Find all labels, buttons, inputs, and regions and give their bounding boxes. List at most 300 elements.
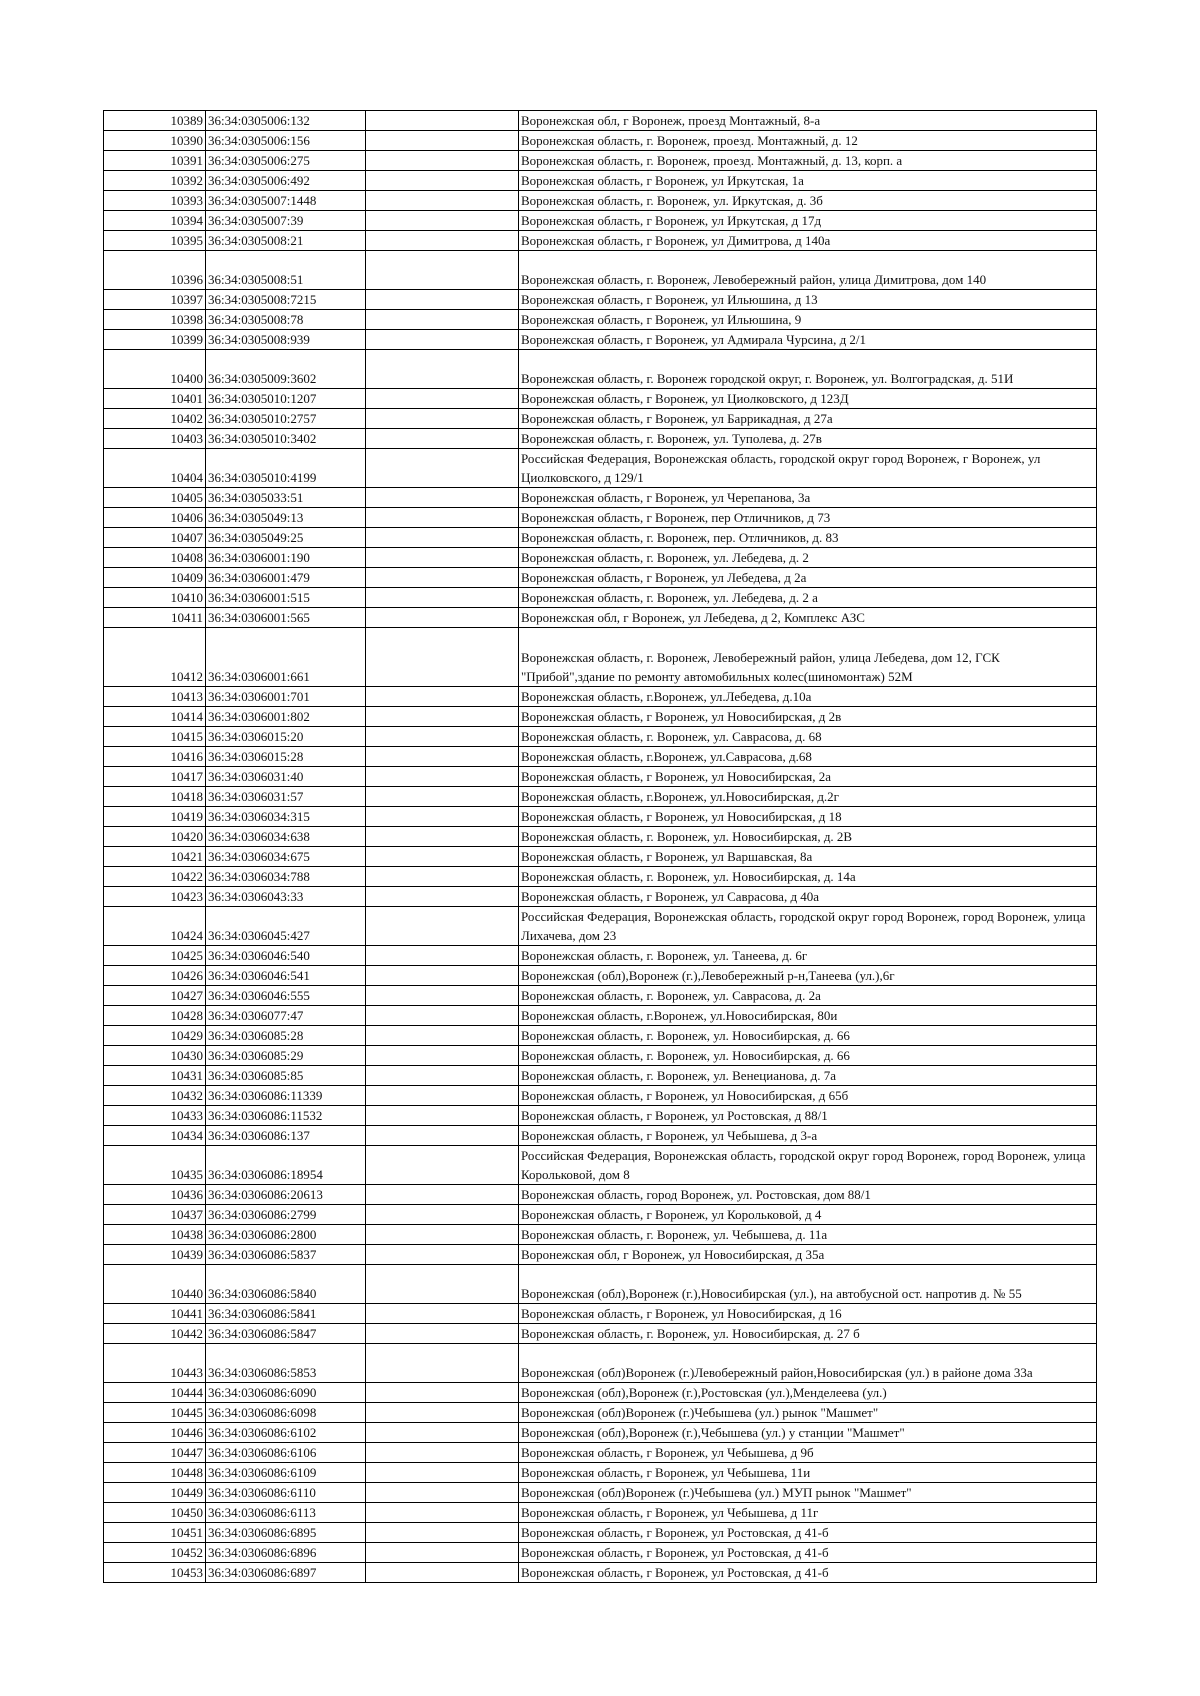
address-cell: Воронежская область, г. Воронеж, Левобережный район, улица Димитрова, дом 140 (519, 251, 1097, 290)
address-cell: Воронежская обл, г Воронеж, ул Лебедева, д 2, Комплекс АЗС (519, 608, 1097, 628)
address-cell: Воронежская область, г. Воронеж, ул. Венецианова, д. 7а (519, 1066, 1097, 1086)
address-cell: Воронежская область, г. Воронеж, ул. Новосибирская, д. 66 (519, 1046, 1097, 1066)
row-number-cell: 10417 (104, 767, 206, 787)
row-number-cell: 10414 (104, 707, 206, 727)
cadastral-number-cell: 36:34:0306086:6109 (206, 1463, 366, 1483)
table-row (104, 488, 1097, 508)
row-number-cell: 10423 (104, 887, 206, 907)
address-cell: Воронежская область, г. Воронеж, ул. Саврасова, д. 68 (519, 727, 1097, 747)
empty-cell (366, 1543, 519, 1563)
table-row (104, 827, 1097, 847)
table-row (104, 807, 1097, 827)
row-number-cell: 10394 (104, 211, 206, 231)
address-cell: Воронежская (обл),Воронеж (г.),Левобережный р-н,Танеева (ул.),6г (519, 966, 1097, 986)
address-cell: Воронежская область, г. Воронеж, ул. Новосибирская, д. 66 (519, 1026, 1097, 1046)
cadastral-number-cell: 36:34:0306034:788 (206, 867, 366, 887)
row-number-cell: 10438 (104, 1225, 206, 1245)
cadastral-number-cell: 36:34:0306046:540 (206, 946, 366, 966)
table-row (104, 111, 1097, 131)
empty-cell (366, 1006, 519, 1026)
empty-cell (366, 1324, 519, 1344)
empty-cell (366, 290, 519, 310)
row-number-cell: 10448 (104, 1463, 206, 1483)
empty-cell (366, 409, 519, 429)
empty-cell (366, 1126, 519, 1146)
table-row (104, 508, 1097, 528)
empty-cell (366, 966, 519, 986)
table-row (104, 1483, 1097, 1503)
address-cell: Воронежская область, г Воронеж, ул Ростовская, д 88/1 (519, 1106, 1097, 1126)
empty-cell (366, 251, 519, 290)
cadastral-number-cell: 36:34:0305049:25 (206, 528, 366, 548)
cadastral-number-cell: 36:34:0306046:541 (206, 966, 366, 986)
empty-cell (366, 1463, 519, 1483)
row-number-cell: 10430 (104, 1046, 206, 1066)
table-row (104, 707, 1097, 727)
registry-table (103, 110, 1097, 1583)
cadastral-number-cell: 36:34:0305010:1207 (206, 389, 366, 409)
empty-cell (366, 191, 519, 211)
table-row (104, 946, 1097, 966)
empty-cell (366, 787, 519, 807)
row-number-cell: 10418 (104, 787, 206, 807)
empty-cell (366, 1086, 519, 1106)
cadastral-number-cell: 36:34:0305010:3402 (206, 429, 366, 449)
empty-cell (366, 687, 519, 707)
row-number-cell: 10389 (104, 111, 206, 131)
empty-cell (366, 1046, 519, 1066)
cadastral-number-cell: 36:34:0306001:479 (206, 568, 366, 588)
row-number-cell: 10445 (104, 1403, 206, 1423)
cadastral-number-cell: 36:34:0306001:190 (206, 548, 366, 568)
cadastral-number-cell: 36:34:0306085:29 (206, 1046, 366, 1066)
empty-cell (366, 151, 519, 171)
table-row (104, 787, 1097, 807)
address-cell: Воронежская область, г Воронеж, ул Ильюшина, д 13 (519, 290, 1097, 310)
address-cell: Воронежская область, г. Воронеж, ул. Лебедева, д. 2 а (519, 588, 1097, 608)
address-cell: Воронежская область, г. Воронеж, ул. Туполева, д. 27в (519, 429, 1097, 449)
cadastral-number-cell: 36:34:0306086:6897 (206, 1563, 366, 1583)
address-cell: Воронежская (обл),Воронеж (г.),Новосибирская (ул.), на автобусной ост. напротив д. № 55 (519, 1265, 1097, 1304)
cadastral-number-cell: 36:34:0305049:13 (206, 508, 366, 528)
row-number-cell: 10412 (104, 628, 206, 687)
table-row (104, 1146, 1097, 1185)
cadastral-number-cell: 36:34:0305007:1448 (206, 191, 366, 211)
row-number-cell: 10450 (104, 1503, 206, 1523)
empty-cell (366, 1383, 519, 1403)
empty-cell (366, 1265, 519, 1304)
row-number-cell: 10403 (104, 429, 206, 449)
address-cell: Воронежская область, г. Воронеж, ул. Новосибирская, д. 27 б (519, 1324, 1097, 1344)
row-number-cell: 10405 (104, 488, 206, 508)
cadastral-number-cell: 36:34:0306015:20 (206, 727, 366, 747)
address-cell: Воронежская (обл)Воронеж (г.)Чебышева (ул.) рынок "Машмет" (519, 1403, 1097, 1423)
empty-cell (366, 1026, 519, 1046)
row-number-cell: 10431 (104, 1066, 206, 1086)
row-number-cell: 10419 (104, 807, 206, 827)
row-number-cell: 10408 (104, 548, 206, 568)
cadastral-number-cell: 36:34:0306085:28 (206, 1026, 366, 1046)
empty-cell (366, 449, 519, 488)
empty-cell (366, 1066, 519, 1086)
row-number-cell: 10404 (104, 449, 206, 488)
row-number-cell: 10393 (104, 191, 206, 211)
table-row (104, 1443, 1097, 1463)
empty-cell (366, 767, 519, 787)
row-number-cell: 10400 (104, 350, 206, 389)
row-number-cell: 10425 (104, 946, 206, 966)
table-row (104, 211, 1097, 231)
cadastral-number-cell: 36:34:0305006:275 (206, 151, 366, 171)
registry-table-body (104, 111, 1097, 1583)
row-number-cell: 10392 (104, 171, 206, 191)
empty-cell (366, 588, 519, 608)
row-number-cell: 10453 (104, 1563, 206, 1583)
cadastral-number-cell: 36:34:0305008:78 (206, 310, 366, 330)
address-cell: Воронежская область, г. Воронеж, проезд. Монтажный, д. 12 (519, 131, 1097, 151)
cadastral-number-cell: 36:34:0305008:21 (206, 231, 366, 251)
cadastral-number-cell: 36:34:0306086:2800 (206, 1225, 366, 1245)
address-cell: Воронежская область, г Воронеж, ул Лебедева, д 2а (519, 568, 1097, 588)
empty-cell (366, 867, 519, 887)
table-row (104, 907, 1097, 946)
address-cell: Воронежская область, г Воронеж, ул Ростовская, д 41-б (519, 1543, 1097, 1563)
table-row (104, 231, 1097, 251)
table-row (104, 1126, 1097, 1146)
address-cell: Воронежская обл, г Воронеж, проезд Монтажный, 8-а (519, 111, 1097, 131)
empty-cell (366, 1423, 519, 1443)
address-cell: Воронежская область, г. Воронеж, пер. Отличников, д. 83 (519, 528, 1097, 548)
cadastral-number-cell: 36:34:0306086:20613 (206, 1185, 366, 1205)
address-cell: Воронежская область, г Воронеж, ул Черепанова, 3а (519, 488, 1097, 508)
table-row (104, 171, 1097, 191)
cadastral-number-cell: 36:34:0306034:638 (206, 827, 366, 847)
cadastral-number-cell: 36:34:0305006:492 (206, 171, 366, 191)
cadastral-number-cell: 36:34:0305033:51 (206, 488, 366, 508)
row-number-cell: 10451 (104, 1523, 206, 1543)
address-cell: Воронежская область, г Воронеж, ул Чебышева, д 3-а (519, 1126, 1097, 1146)
table-row (104, 1563, 1097, 1583)
table-row (104, 251, 1097, 290)
cadastral-number-cell: 36:34:0306086:5853 (206, 1344, 366, 1383)
empty-cell (366, 628, 519, 687)
address-cell: Воронежская область, г Воронеж, ул Адмирала Чурсина, д 2/1 (519, 330, 1097, 350)
cadastral-number-cell: 36:34:0305008:51 (206, 251, 366, 290)
table-row (104, 1543, 1097, 1563)
address-cell: Воронежская область, г Воронеж, ул Новосибирская, д 2в (519, 707, 1097, 727)
address-cell: Воронежская область, г Воронеж, ул Баррикадная, д 27а (519, 409, 1097, 429)
empty-cell (366, 568, 519, 588)
empty-cell (366, 1403, 519, 1423)
cadastral-number-cell: 36:34:0306001:661 (206, 628, 366, 687)
empty-cell (366, 847, 519, 867)
empty-cell (366, 111, 519, 131)
address-cell: Воронежская область, г. Воронеж, ул. Саврасова, д. 2а (519, 986, 1097, 1006)
table-row (104, 1026, 1097, 1046)
table-row (104, 588, 1097, 608)
table-row (104, 628, 1097, 687)
row-number-cell: 10437 (104, 1205, 206, 1225)
empty-cell (366, 1523, 519, 1543)
row-number-cell: 10447 (104, 1443, 206, 1463)
address-cell: Воронежская область, г. Воронеж, ул. Новосибирская, д. 2В (519, 827, 1097, 847)
cadastral-number-cell: 36:34:0306001:802 (206, 707, 366, 727)
table-row (104, 290, 1097, 310)
address-cell: Воронежская область, г.Воронеж, ул.Лебедева, д.10а (519, 687, 1097, 707)
row-number-cell: 10424 (104, 907, 206, 946)
address-cell: Воронежская область, г. Воронеж, ул. Иркутская, д. 3б (519, 191, 1097, 211)
empty-cell (366, 508, 519, 528)
empty-cell (366, 488, 519, 508)
address-cell: Воронежская область, г. Воронеж, ул. Танеева, д. 6г (519, 946, 1097, 966)
table-row (104, 528, 1097, 548)
row-number-cell: 10427 (104, 986, 206, 1006)
table-row (104, 1523, 1097, 1543)
cadastral-number-cell: 36:34:0306086:6896 (206, 1543, 366, 1563)
cadastral-number-cell: 36:34:0305009:3602 (206, 350, 366, 389)
table-row (104, 887, 1097, 907)
row-number-cell: 10446 (104, 1423, 206, 1443)
empty-cell (366, 211, 519, 231)
cadastral-number-cell: 36:34:0306086:6113 (206, 1503, 366, 1523)
empty-cell (366, 548, 519, 568)
empty-cell (366, 1344, 519, 1383)
address-cell: Воронежская область, г Воронеж, ул Варшавская, 8а (519, 847, 1097, 867)
row-number-cell: 10439 (104, 1245, 206, 1265)
address-cell: Воронежская область, г. Воронеж, ул. Чебышева, д. 11а (519, 1225, 1097, 1245)
row-number-cell: 10398 (104, 310, 206, 330)
table-row (104, 568, 1097, 588)
table-row (104, 1503, 1097, 1523)
cadastral-number-cell: 36:34:0306086:6110 (206, 1483, 366, 1503)
address-cell: Воронежская область, г Воронеж, ул Новосибирская, 2а (519, 767, 1097, 787)
table-row (104, 1086, 1097, 1106)
cadastral-number-cell: 36:34:0305010:2757 (206, 409, 366, 429)
address-cell: Воронежская область, г Воронеж, ул Чебышева, 11и (519, 1463, 1097, 1483)
row-number-cell: 10440 (104, 1265, 206, 1304)
empty-cell (366, 528, 519, 548)
table-row (104, 1423, 1097, 1443)
cadastral-number-cell: 36:34:0306086:6102 (206, 1423, 366, 1443)
address-cell: Воронежская область, г Воронеж, ул Чебышева, д 11г (519, 1503, 1097, 1523)
table-row (104, 687, 1097, 707)
empty-cell (366, 1205, 519, 1225)
cadastral-number-cell: 36:34:0306086:5841 (206, 1304, 366, 1324)
empty-cell (366, 887, 519, 907)
table-row (104, 350, 1097, 389)
row-number-cell: 10433 (104, 1106, 206, 1126)
table-row (104, 409, 1097, 429)
empty-cell (366, 946, 519, 966)
row-number-cell: 10416 (104, 747, 206, 767)
cadastral-number-cell: 36:34:0306086:6895 (206, 1523, 366, 1543)
table-row (104, 548, 1097, 568)
table-row (104, 151, 1097, 171)
row-number-cell: 10401 (104, 389, 206, 409)
cadastral-number-cell: 36:34:0306001:515 (206, 588, 366, 608)
table-row (104, 1205, 1097, 1225)
address-cell: Воронежская область, г. Воронеж, проезд. Монтажный, д. 13, корп. а (519, 151, 1097, 171)
address-cell: Российская Федерация, Воронежская область, городской округ город Воронеж, город Воронеж, улица Лихачева, дом 23 (519, 907, 1097, 946)
address-cell: Воронежская область, г Воронеж, ул Иркутская, д 17д (519, 211, 1097, 231)
cadastral-number-cell: 36:34:0306031:40 (206, 767, 366, 787)
table-row (104, 847, 1097, 867)
row-number-cell: 10435 (104, 1146, 206, 1185)
row-number-cell: 10429 (104, 1026, 206, 1046)
table-row (104, 767, 1097, 787)
empty-cell (366, 1106, 519, 1126)
cadastral-number-cell: 36:34:0305010:4199 (206, 449, 366, 488)
empty-cell (366, 827, 519, 847)
address-cell: Воронежская (обл)Воронеж (г.)Левобережный район,Новосибирская (ул.) в районе дома 33а (519, 1344, 1097, 1383)
cadastral-number-cell: 36:34:0306045:427 (206, 907, 366, 946)
table-row (104, 608, 1097, 628)
empty-cell (366, 1503, 519, 1523)
cadastral-number-cell: 36:34:0306034:675 (206, 847, 366, 867)
table-row (104, 966, 1097, 986)
empty-cell (366, 1185, 519, 1205)
row-number-cell: 10432 (104, 1086, 206, 1106)
address-cell: Воронежская область, г. Воронеж, ул. Новосибирская, д. 14а (519, 867, 1097, 887)
row-number-cell: 10452 (104, 1543, 206, 1563)
cadastral-number-cell: 36:34:0306086:11339 (206, 1086, 366, 1106)
row-number-cell: 10444 (104, 1383, 206, 1403)
address-cell: Воронежская область, г Воронеж, ул Димитрова, д 140а (519, 231, 1097, 251)
empty-cell (366, 1443, 519, 1463)
row-number-cell: 10421 (104, 847, 206, 867)
table-row (104, 1403, 1097, 1423)
address-cell: Воронежская область, г Воронеж, ул Ильюшина, 9 (519, 310, 1097, 330)
address-cell: Воронежская область, г Воронеж, ул Новосибирская, д 16 (519, 1304, 1097, 1324)
table-row (104, 1383, 1097, 1403)
row-number-cell: 10390 (104, 131, 206, 151)
row-number-cell: 10407 (104, 528, 206, 548)
cadastral-number-cell: 36:34:0305006:132 (206, 111, 366, 131)
address-cell: Воронежская область, г Воронеж, пер Отличников, д 73 (519, 508, 1097, 528)
table-row (104, 1265, 1097, 1304)
address-cell: Воронежская область, г Воронеж, ул Чебышева, д 9б (519, 1443, 1097, 1463)
empty-cell (366, 330, 519, 350)
address-cell: Воронежская обл, г Воронеж, ул Новосибирская, д 35а (519, 1245, 1097, 1265)
row-number-cell: 10422 (104, 867, 206, 887)
table-row (104, 1304, 1097, 1324)
empty-cell (366, 727, 519, 747)
address-cell: Воронежская (обл)Воронеж (г.)Чебышева (ул.) МУП рынок "Машмет" (519, 1483, 1097, 1503)
table-row (104, 389, 1097, 409)
table-row (104, 191, 1097, 211)
row-number-cell: 10415 (104, 727, 206, 747)
empty-cell (366, 1245, 519, 1265)
cadastral-number-cell: 36:34:0306086:18954 (206, 1146, 366, 1185)
empty-cell (366, 389, 519, 409)
cadastral-number-cell: 36:34:0306086:6090 (206, 1383, 366, 1403)
cadastral-number-cell: 36:34:0306043:33 (206, 887, 366, 907)
row-number-cell: 10434 (104, 1126, 206, 1146)
address-cell: Воронежская область, г Воронеж, ул Циолковского, д 123Д (519, 389, 1097, 409)
empty-cell (366, 171, 519, 191)
table-row (104, 1046, 1097, 1066)
address-cell: Воронежская область, город Воронеж, ул. Ростовская, дом 88/1 (519, 1185, 1097, 1205)
cadastral-number-cell: 36:34:0306077:47 (206, 1006, 366, 1026)
row-number-cell: 10441 (104, 1304, 206, 1324)
row-number-cell: 10413 (104, 687, 206, 707)
cadastral-number-cell: 36:34:0306086:5837 (206, 1245, 366, 1265)
address-cell: Воронежская область, г Воронеж, ул Ростовская, д 41-б (519, 1563, 1097, 1583)
cadastral-number-cell: 36:34:0306086:6106 (206, 1443, 366, 1463)
address-cell: Воронежская область, г.Воронеж, ул.Новосибирская, 80и (519, 1006, 1097, 1026)
table-row (104, 1185, 1097, 1205)
cadastral-number-cell: 36:34:0306015:28 (206, 747, 366, 767)
empty-cell (366, 907, 519, 946)
empty-cell (366, 1146, 519, 1185)
row-number-cell: 10436 (104, 1185, 206, 1205)
address-cell: Воронежская область, г Воронеж, ул Ростовская, д 41-б (519, 1523, 1097, 1543)
address-cell: Воронежская (обл),Воронеж (г.),Ростовская (ул.),Менделеева (ул.) (519, 1383, 1097, 1403)
empty-cell (366, 429, 519, 449)
empty-cell (366, 131, 519, 151)
cadastral-number-cell: 36:34:0305008:7215 (206, 290, 366, 310)
address-cell: Воронежская область, г. Воронеж, ул. Лебедева, д. 2 (519, 548, 1097, 568)
row-number-cell: 10399 (104, 330, 206, 350)
row-number-cell: 10395 (104, 231, 206, 251)
address-cell: Воронежская область, г Воронеж, ул Саврасова, д 40а (519, 887, 1097, 907)
cadastral-number-cell: 36:34:0306034:315 (206, 807, 366, 827)
table-row (104, 1344, 1097, 1383)
row-number-cell: 10409 (104, 568, 206, 588)
address-cell: Российская Федерация, Воронежская область, городской округ город Воронеж, г Воронеж, ул Циолковского, д 129/1 (519, 449, 1097, 488)
address-cell: Воронежская область, г Воронеж, ул Новосибирская, д 18 (519, 807, 1097, 827)
row-number-cell: 10406 (104, 508, 206, 528)
cadastral-number-cell: 36:34:0306086:137 (206, 1126, 366, 1146)
address-cell: Воронежская область, г Воронеж, ул Новосибирская, д 65б (519, 1086, 1097, 1106)
table-row (104, 1225, 1097, 1245)
cadastral-number-cell: 36:34:0306086:11532 (206, 1106, 366, 1126)
cadastral-number-cell: 36:34:0306001:565 (206, 608, 366, 628)
table-row (104, 310, 1097, 330)
cadastral-number-cell: 36:34:0306085:85 (206, 1066, 366, 1086)
cadastral-number-cell: 36:34:0306086:5847 (206, 1324, 366, 1344)
empty-cell (366, 807, 519, 827)
empty-cell (366, 608, 519, 628)
empty-cell (366, 1225, 519, 1245)
table-row (104, 449, 1097, 488)
empty-cell (366, 350, 519, 389)
cadastral-number-cell: 36:34:0305008:939 (206, 330, 366, 350)
empty-cell (366, 1563, 519, 1583)
empty-cell (366, 310, 519, 330)
row-number-cell: 10420 (104, 827, 206, 847)
cadastral-number-cell: 36:34:0306086:6098 (206, 1403, 366, 1423)
cadastral-number-cell: 36:34:0306001:701 (206, 687, 366, 707)
table-row (104, 1324, 1097, 1344)
row-number-cell: 10428 (104, 1006, 206, 1026)
table-row (104, 131, 1097, 151)
table-row (104, 330, 1097, 350)
row-number-cell: 10449 (104, 1483, 206, 1503)
row-number-cell: 10396 (104, 251, 206, 290)
empty-cell (366, 707, 519, 727)
table-row (104, 747, 1097, 767)
table-row (104, 727, 1097, 747)
table-row (104, 1463, 1097, 1483)
table-row (104, 986, 1097, 1006)
empty-cell (366, 1483, 519, 1503)
cadastral-number-cell: 36:34:0306086:5840 (206, 1265, 366, 1304)
cadastral-number-cell: 36:34:0306046:555 (206, 986, 366, 1006)
address-cell: Российская Федерация, Воронежская область, городской округ город Воронеж, город Воронеж, улица Корольковой, дом 8 (519, 1146, 1097, 1185)
empty-cell (366, 1304, 519, 1324)
table-row (104, 1245, 1097, 1265)
